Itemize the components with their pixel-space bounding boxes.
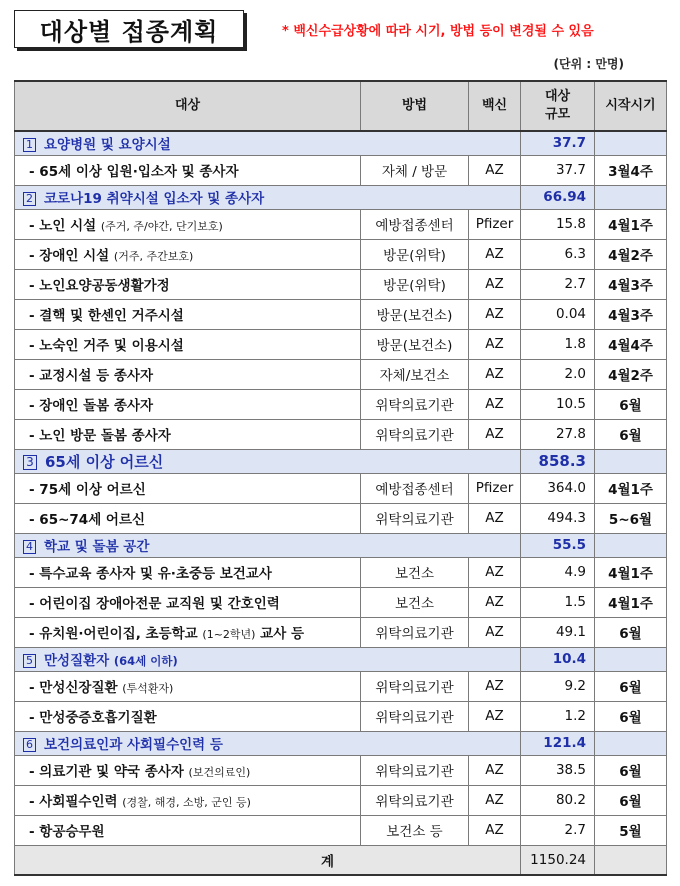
category-size: 66.94 (521, 185, 595, 209)
target-name: - 만성중증호흡기질환 (29, 710, 157, 726)
method-cell: 위탁의료기관 (361, 389, 469, 419)
target-cell (15, 269, 361, 299)
target-cell (15, 239, 361, 269)
vaccine-cell: AZ (469, 587, 521, 617)
size-cell: 364.0 (521, 473, 595, 503)
method-cell: 위탁의료기관 (361, 617, 469, 647)
size-cell: 9.2 (521, 671, 595, 701)
target-cell (15, 299, 361, 329)
category-number-badge: 2 (23, 192, 36, 206)
category-name-cell (15, 185, 521, 209)
start-cell: 4월3주 (595, 269, 667, 299)
target-note: (거주, 주간보호) (113, 250, 194, 263)
table-row (15, 209, 667, 239)
target-cell (15, 701, 361, 731)
table-row (15, 239, 667, 269)
total-label: 계 (15, 845, 521, 875)
category-row (15, 647, 667, 671)
size-cell: 27.8 (521, 419, 595, 449)
category-name-cell (15, 533, 521, 557)
target-name: - 의료기관 및 약국 종사자 (29, 764, 184, 780)
table-row (15, 359, 667, 389)
category-size: 37.7 (521, 131, 595, 155)
target-name: - 결핵 및 한센인 거주시설 (29, 308, 184, 324)
vaccine-cell: AZ (469, 785, 521, 815)
method-cell: 방문(보건소) (361, 299, 469, 329)
table-row (15, 299, 667, 329)
vaccine-cell: AZ (469, 389, 521, 419)
category-name: 만성질환자 (44, 653, 110, 669)
header-method: 방법 (361, 81, 469, 131)
target-note: (1~2학년) (202, 628, 256, 641)
start-cell: 6월 (595, 785, 667, 815)
header-row (15, 81, 667, 131)
schedule-change-notice: * 백신수급상황에 따라 시기, 방법 등이 변경될 수 있음 (282, 24, 594, 39)
table-row (15, 155, 667, 185)
size-cell: 80.2 (521, 785, 595, 815)
target-cell (15, 473, 361, 503)
target-name: - 65~74세 어르신 (29, 512, 146, 528)
vaccine-cell: AZ (469, 239, 521, 269)
vaccine-cell: AZ (469, 557, 521, 587)
target-name: - 사회필수인력 (29, 794, 118, 810)
table-row (15, 617, 667, 647)
category-name: 65세 이상 어르신 (45, 452, 164, 471)
size-cell: 49.1 (521, 617, 595, 647)
target-name: - 노인요양공동생활가정 (29, 278, 170, 294)
method-cell: 보건소 (361, 557, 469, 587)
category-name: 학교 및 돌봄 공간 (44, 539, 150, 555)
target-cell (15, 419, 361, 449)
category-row (15, 449, 667, 473)
category-name-note: (64세 이하) (113, 654, 178, 668)
category-start-empty (595, 647, 667, 671)
method-cell: 자체 / 방문 (361, 155, 469, 185)
vaccine-cell: AZ (469, 359, 521, 389)
target-cell (15, 209, 361, 239)
target-cell (15, 389, 361, 419)
target-name: - 교정시설 등 종사자 (29, 368, 154, 384)
category-size: 121.4 (521, 731, 595, 755)
method-cell: 위탁의료기관 (361, 755, 469, 785)
total-row (15, 845, 667, 875)
table-row (15, 503, 667, 533)
target-note: (투석환자) (122, 682, 174, 695)
target-cell (15, 815, 361, 845)
category-start-empty (595, 533, 667, 557)
size-cell: 0.04 (521, 299, 595, 329)
size-cell: 494.3 (521, 503, 595, 533)
category-start-empty (595, 731, 667, 755)
method-cell: 방문(위탁) (361, 239, 469, 269)
vaccine-cell: Pfizer (469, 209, 521, 239)
target-name-suffix: 교사 등 (255, 626, 305, 642)
table-body (15, 131, 667, 875)
method-cell: 보건소 (361, 587, 469, 617)
header-size-line1: 대상 (544, 89, 571, 104)
category-number-badge: 6 (23, 738, 36, 752)
category-name-cell (15, 647, 521, 671)
target-name: - 노숙인 거주 및 이용시설 (29, 338, 184, 354)
target-name: - 장애인 시설 (29, 248, 110, 264)
vaccine-cell: AZ (469, 299, 521, 329)
vaccine-cell: AZ (469, 617, 521, 647)
method-cell: 위탁의료기관 (361, 785, 469, 815)
target-cell (15, 557, 361, 587)
method-cell: 예방접종센터 (361, 209, 469, 239)
target-name: - 장애인 돌봄 종사자 (29, 398, 154, 414)
table-row (15, 701, 667, 731)
target-name: - 항공승무원 (29, 824, 105, 840)
category-name-cell (15, 731, 521, 755)
category-name: 요양병원 및 요양시설 (44, 137, 171, 154)
category-name-cell (15, 449, 521, 473)
table-row (15, 389, 667, 419)
start-cell: 6월 (595, 755, 667, 785)
category-name-cell (15, 131, 521, 155)
category-start-empty (595, 449, 667, 473)
method-cell: 자체/보건소 (361, 359, 469, 389)
size-cell: 4.9 (521, 557, 595, 587)
target-note: (보건의료인) (188, 766, 251, 779)
method-cell: 예방접종센터 (361, 473, 469, 503)
category-row (15, 131, 667, 155)
table-row (15, 755, 667, 785)
vaccine-cell: AZ (469, 671, 521, 701)
page-title: 대상별 접종계획 (14, 10, 244, 48)
method-cell: 위탁의료기관 (361, 503, 469, 533)
target-cell (15, 155, 361, 185)
total-size: 1150.24 (521, 845, 595, 875)
header-start: 시작시기 (595, 81, 667, 131)
target-cell (15, 587, 361, 617)
size-cell: 15.8 (521, 209, 595, 239)
vaccine-cell: AZ (469, 503, 521, 533)
size-cell: 1.5 (521, 587, 595, 617)
start-cell: 5~6월 (595, 503, 667, 533)
header-target: 대상 (15, 81, 361, 131)
category-row (15, 185, 667, 209)
category-row (15, 731, 667, 755)
vaccine-cell: AZ (469, 701, 521, 731)
vaccination-plan-table (14, 80, 667, 876)
start-cell: 4월1주 (595, 473, 667, 503)
method-cell: 위탁의료기관 (361, 701, 469, 731)
vaccine-cell: AZ (469, 815, 521, 845)
target-note: (경찰, 해경, 소방, 군인 등) (122, 796, 251, 809)
target-name: - 어린이집 장애아전문 교직원 및 간호인력 (29, 596, 280, 612)
size-cell: 38.5 (521, 755, 595, 785)
target-cell (15, 671, 361, 701)
size-cell: 6.3 (521, 239, 595, 269)
category-start-empty (595, 185, 667, 209)
category-number-badge: 5 (23, 654, 36, 668)
category-size: 55.5 (521, 533, 595, 557)
target-cell (15, 755, 361, 785)
table-row (15, 419, 667, 449)
table-row (15, 785, 667, 815)
table-row (15, 557, 667, 587)
target-cell (15, 503, 361, 533)
size-cell: 10.5 (521, 389, 595, 419)
method-cell: 방문(위탁) (361, 269, 469, 299)
size-cell: 2.7 (521, 269, 595, 299)
table-row (15, 587, 667, 617)
start-cell: 4월3주 (595, 299, 667, 329)
target-name: - 65세 이상 입원·입소자 및 종사자 (29, 164, 239, 180)
size-cell: 2.7 (521, 815, 595, 845)
start-cell: 6월 (595, 701, 667, 731)
vaccine-cell: AZ (469, 329, 521, 359)
category-row (15, 533, 667, 557)
header-size-line2: 규모 (544, 107, 571, 122)
method-cell: 위탁의료기관 (361, 671, 469, 701)
target-cell (15, 617, 361, 647)
start-cell: 4월2주 (595, 359, 667, 389)
header-vaccine: 백신 (469, 81, 521, 131)
category-name: 보건의료인과 사회필수인력 등 (44, 737, 223, 753)
target-cell (15, 785, 361, 815)
category-name: 코로나19 취약시설 입소자 및 종사자 (44, 191, 265, 207)
vaccine-cell: AZ (469, 269, 521, 299)
target-name: - 유치원·어린이집, 초등학교 (29, 626, 198, 642)
table-row (15, 671, 667, 701)
start-cell: 4월4주 (595, 329, 667, 359)
start-cell: 4월2주 (595, 239, 667, 269)
start-cell: 6월 (595, 419, 667, 449)
method-cell: 방문(보건소) (361, 329, 469, 359)
start-cell: 4월1주 (595, 557, 667, 587)
start-cell: 6월 (595, 617, 667, 647)
vaccine-cell: AZ (469, 755, 521, 785)
size-cell: 2.0 (521, 359, 595, 389)
category-number-badge: 4 (23, 540, 36, 554)
category-size: 858.3 (521, 449, 595, 473)
target-cell (15, 359, 361, 389)
table-row (15, 329, 667, 359)
target-name: - 노인 방문 돌봄 종사자 (29, 428, 171, 444)
target-note: (주거, 주/야간, 단기보호) (100, 220, 223, 233)
table-row (15, 473, 667, 503)
category-number-badge: 1 (23, 138, 36, 152)
table-row (15, 815, 667, 845)
vaccine-cell: AZ (469, 155, 521, 185)
header-size (521, 81, 595, 131)
method-cell: 위탁의료기관 (361, 419, 469, 449)
vaccine-cell: Pfizer (469, 473, 521, 503)
target-name: - 만성신장질환 (29, 680, 118, 696)
start-cell: 6월 (595, 671, 667, 701)
category-start-empty (595, 131, 667, 155)
start-cell: 4월1주 (595, 209, 667, 239)
start-cell: 6월 (595, 389, 667, 419)
target-cell (15, 329, 361, 359)
target-name: - 75세 이상 어르신 (29, 482, 146, 498)
target-name: - 노인 시설 (29, 218, 97, 234)
size-cell: 37.7 (521, 155, 595, 185)
unit-label: (단위 : 만명) (553, 57, 624, 71)
total-start-empty (595, 845, 667, 875)
start-cell: 5월 (595, 815, 667, 845)
vaccine-cell: AZ (469, 419, 521, 449)
category-size: 10.4 (521, 647, 595, 671)
start-cell: 4월1주 (595, 587, 667, 617)
category-number-badge: 3 (23, 455, 37, 470)
target-name: - 특수교육 종사자 및 유·초중등 보건교사 (29, 566, 272, 582)
size-cell: 1.2 (521, 701, 595, 731)
table-row (15, 269, 667, 299)
size-cell: 1.8 (521, 329, 595, 359)
method-cell: 보건소 등 (361, 815, 469, 845)
start-cell: 3월4주 (595, 155, 667, 185)
